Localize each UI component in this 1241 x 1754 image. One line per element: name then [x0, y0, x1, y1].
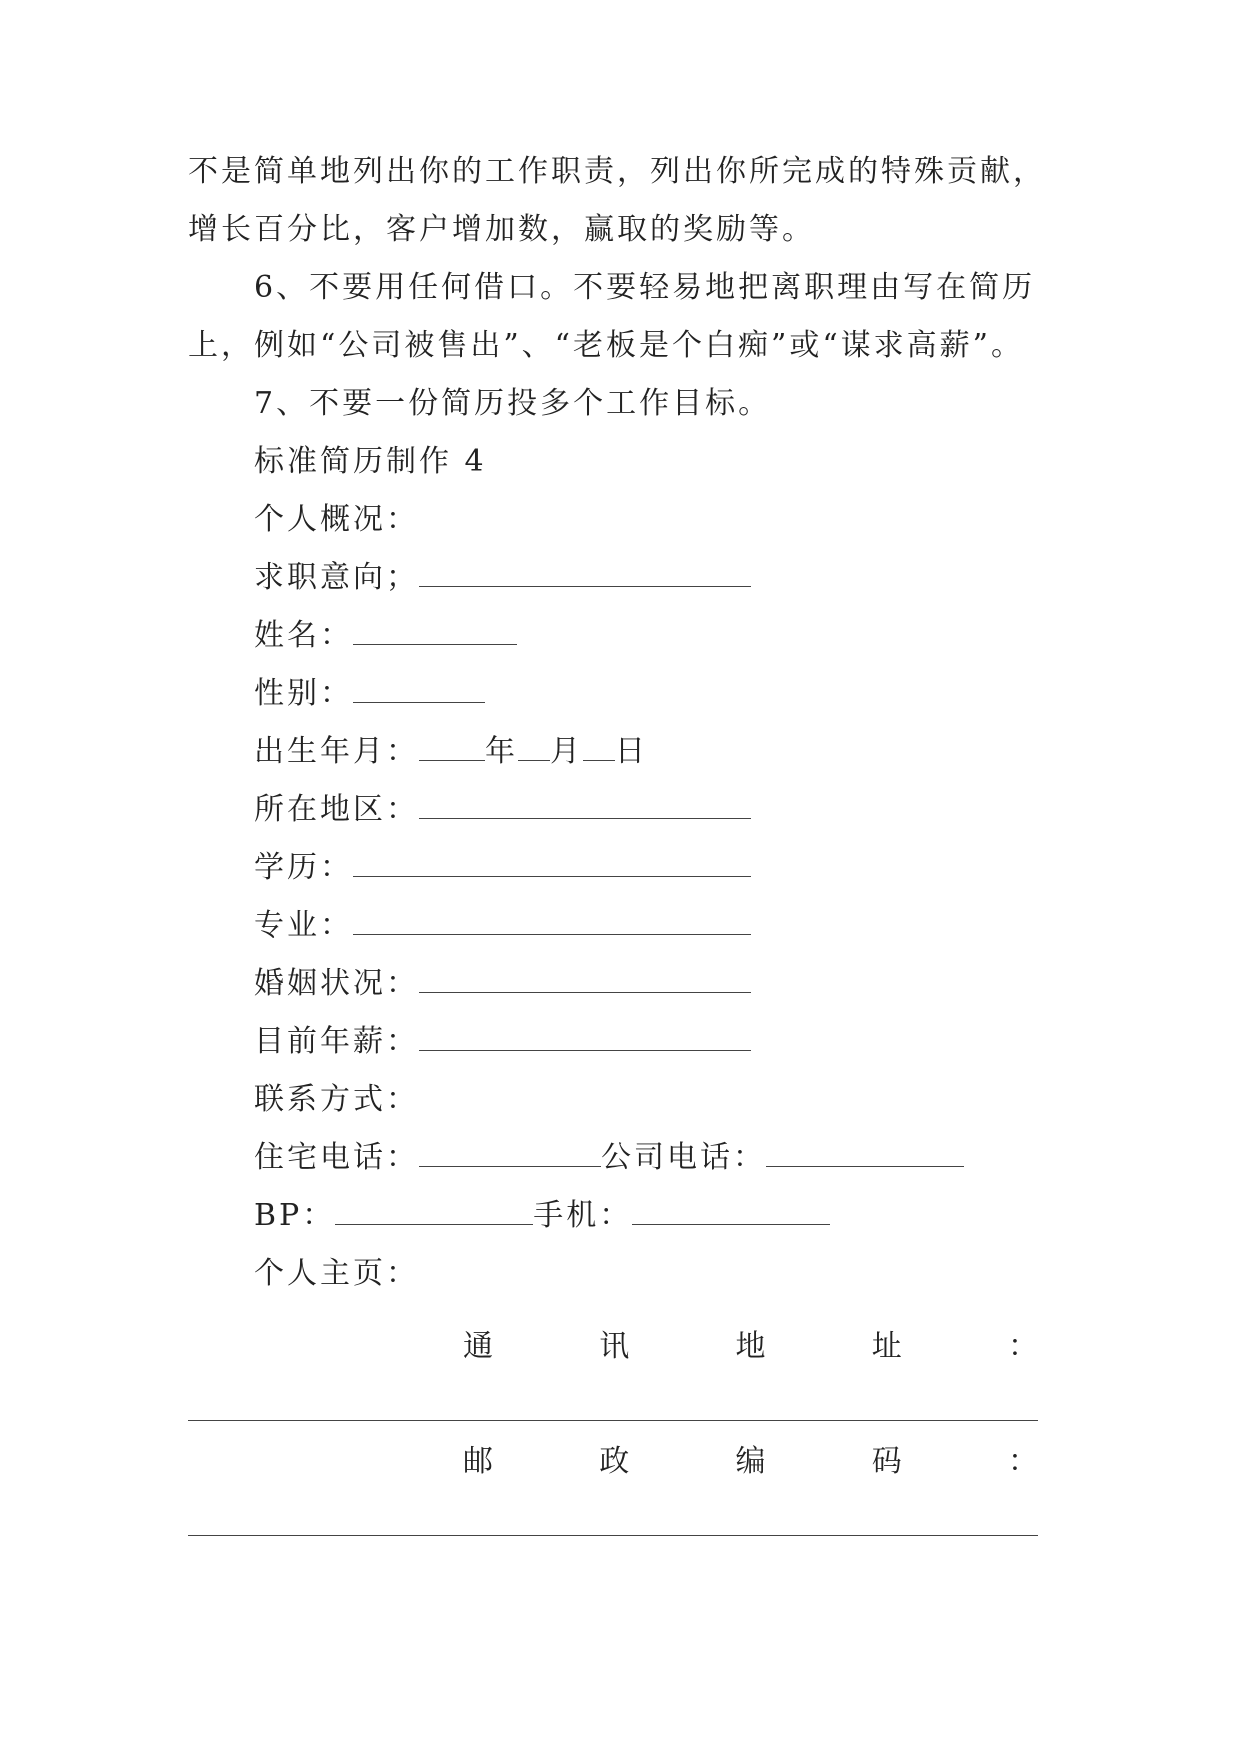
- day-label: 日: [615, 734, 648, 769]
- salary-row: [254, 1020, 751, 1064]
- job-intent-blank[interactable]: [419, 560, 751, 587]
- field-label: 出生年月：: [254, 734, 419, 769]
- name-blank[interactable]: [353, 618, 517, 645]
- salary-blank[interactable]: [419, 1024, 751, 1051]
- office-phone-blank[interactable]: [766, 1140, 964, 1167]
- section-title: 标准简历制作 4: [254, 444, 487, 479]
- month-label: 月: [550, 734, 583, 769]
- birth-row: [254, 730, 648, 774]
- bp-blank[interactable]: [335, 1198, 533, 1225]
- paragraph-line: 7、不要一份简历投多个工作目标。: [254, 386, 772, 421]
- label-char: 码: [871, 1444, 902, 1479]
- mobile-blank[interactable]: [632, 1198, 830, 1225]
- paragraph-line: 6、不要用任何借口。不要轻易地把离职理由写在简历: [254, 270, 1036, 305]
- region-blank[interactable]: [419, 792, 751, 819]
- field-label: BP：: [254, 1198, 336, 1233]
- marital-row: [254, 962, 751, 1006]
- name-row: [254, 614, 517, 658]
- label-char: 地: [735, 1329, 766, 1364]
- label-char: 通: [463, 1329, 493, 1364]
- paragraph-line: 增长百分比，客户增加数，赢取的奖励等。: [188, 212, 815, 247]
- field-label: 住宅电话：: [254, 1140, 419, 1175]
- paragraph-line: 上，例如“公司被售出”、“老板是个白痴”或“谋求高薪”。: [188, 328, 1025, 363]
- field-label: 学历：: [254, 850, 353, 885]
- label-char: 讯: [599, 1329, 630, 1364]
- field-label: 婚姻状况：: [254, 966, 419, 1001]
- home-phone-blank[interactable]: [419, 1140, 601, 1167]
- label-char: ：: [1008, 1329, 1038, 1364]
- label-char: 政: [599, 1444, 630, 1479]
- year-label: 年: [485, 734, 518, 769]
- region-row: [254, 788, 751, 832]
- field-label: 目前年薪：: [254, 1024, 419, 1059]
- label-char: 邮: [463, 1444, 493, 1479]
- education-row: [254, 846, 751, 890]
- postal-code-label: [188, 1440, 1038, 1484]
- education-blank[interactable]: [353, 850, 751, 877]
- major-blank[interactable]: [353, 908, 751, 935]
- job-intent-row: [254, 556, 751, 600]
- label-char: 编: [735, 1444, 766, 1479]
- field-label: 专业：: [254, 908, 353, 943]
- label-char: 址: [871, 1329, 902, 1364]
- section-heading: 联系方式：: [254, 1082, 419, 1117]
- gender-row: [254, 672, 485, 716]
- birth-day-blank[interactable]: [583, 734, 615, 761]
- label-char: ：: [1008, 1444, 1038, 1479]
- postal-code-blank[interactable]: [188, 1535, 1038, 1536]
- homepage-row: 个人主页：: [254, 1256, 419, 1291]
- major-row: [254, 904, 751, 948]
- field-label: 所在地区：: [254, 792, 419, 827]
- birth-month-blank[interactable]: [518, 734, 550, 761]
- gender-blank[interactable]: [353, 676, 485, 703]
- field-label: 公司电话：: [601, 1140, 766, 1175]
- field-label: 性别：: [254, 676, 353, 711]
- address-blank[interactable]: [188, 1420, 1038, 1421]
- field-label: 求职意向；: [254, 560, 419, 595]
- field-label: 手机：: [533, 1198, 633, 1233]
- birth-year-blank[interactable]: [419, 734, 485, 761]
- phone-row: [254, 1136, 964, 1180]
- marital-blank[interactable]: [419, 966, 751, 993]
- field-label: 姓名：: [254, 618, 353, 653]
- address-label: [188, 1325, 1038, 1369]
- paragraph-line: 不是简单地列出你的工作职责，列出你所完成的特殊贡献，: [188, 154, 1046, 189]
- section-heading: 个人概况：: [254, 502, 419, 537]
- bp-row: [254, 1194, 830, 1238]
